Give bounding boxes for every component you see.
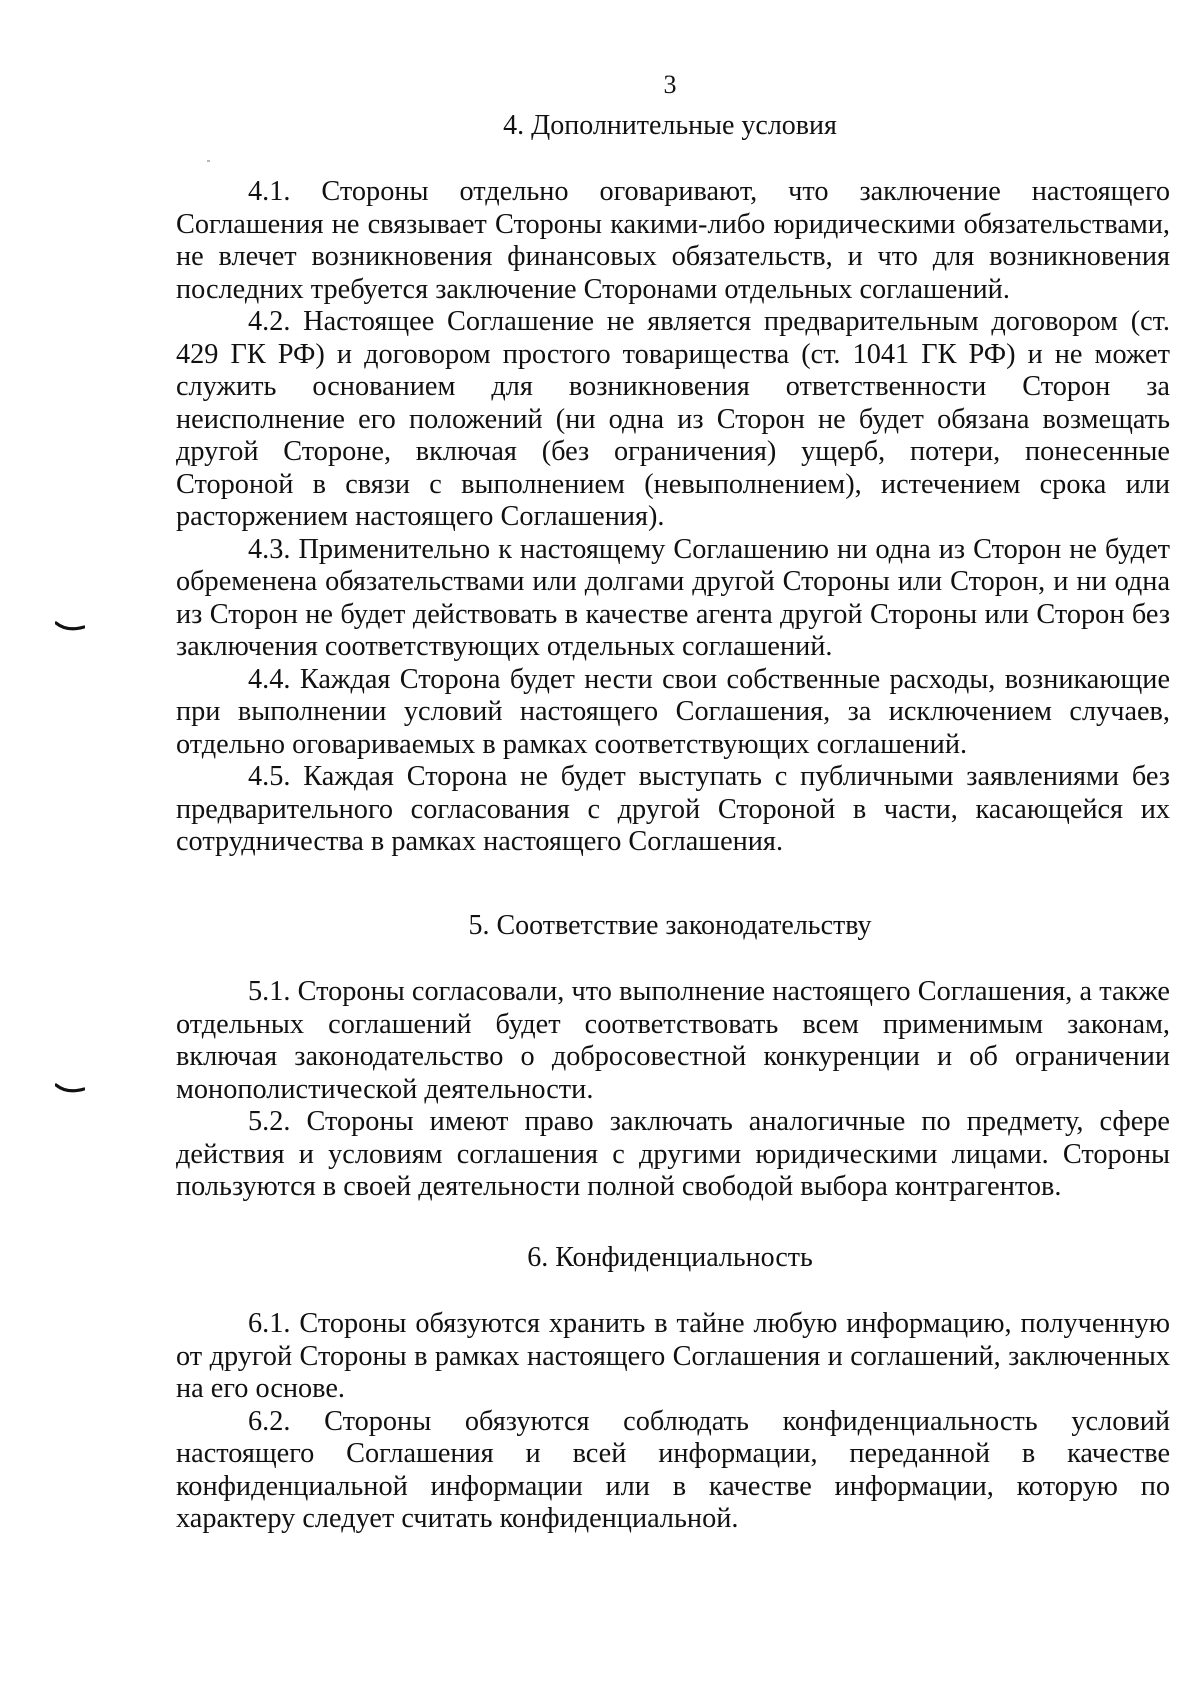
paragraph-4-1: 4.1. Стороны отдельно оговаривают, что заключение настоящего Соглашения не связывает Стороны какими-либо юридическими обязательствами, не влечет возникновения финансовых обязательств, и что для возникновения последних требуется заключение Сторонами отдельных соглашений. bbox=[176, 176, 1170, 305]
paragraph-5-1: 5.1. Стороны согласовали, что выполнение настоящего Соглашения, а также отдельных соглашений будет соответствовать всем применимым законам, включая законодательство о добросовестной конкуренции и об ограничении монополистической деятельности. bbox=[176, 976, 1170, 1105]
section-body-4 bbox=[176, 176, 1170, 859]
page-number: 3 bbox=[663, 70, 677, 99]
paragraph-6-2: 6.2. Стороны обязуются соблюдать конфиденциальность условий настоящего Соглашения и всей информации, переданной в качестве конфиденциальной информации или в качестве информации, которую по характеру следует считать конфиденциальной. bbox=[176, 1405, 1170, 1534]
section-heading-6: 6. Конфиденциальность bbox=[527, 1242, 813, 1273]
section-heading-5: 5. Соответствие законодательству bbox=[468, 910, 872, 941]
punch-mark-lower bbox=[55, 1083, 85, 1095]
scan-speck bbox=[207, 160, 210, 162]
paragraph-4-3: 4.3. Применительно к настоящему Соглашению ни одна из Сторон не будет обременена обязательствами или долгами другой Стороны или Сторон, и ни одна из Сторон не будет действовать в качестве агента другой Стороны или Сторон без заключения соответствующих отдельных соглашений. bbox=[176, 533, 1170, 662]
paragraph-4-4: 4.4. Каждая Сторона будет нести свои собственные расходы, возникающие при выполнении условий настоящего Соглашения, за исключением случаев, отдельно оговариваемых в рамках соответствующих соглашений. bbox=[176, 663, 1170, 760]
paragraph-4-5: 4.5. Каждая Сторона не будет выступать с публичными заявлениями без предварительного согласования с другой Стороной в части, касающейся их сотрудничества в рамках настоящего Соглашения. bbox=[176, 761, 1170, 857]
punch-mark-upper bbox=[55, 621, 85, 633]
paragraph-5-2: 5.2. Стороны имеют право заключать аналогичные по предмету, сфере действия и условиям соглашения с другими юридическими лицами. Стороны пользуются в своей деятельности полной свободой выбора контрагентов. bbox=[176, 1106, 1170, 1202]
section-body-6 bbox=[176, 1308, 1170, 1536]
section-heading-4: 4. Дополнительные условия bbox=[503, 110, 837, 141]
section-body-5 bbox=[176, 976, 1170, 1204]
paragraph-4-2: 4.2. Настоящее Соглашение не является предварительным договором (ст. 429 ГК РФ) и договором простого товарищества (ст. 1041 ГК РФ) и не может служить основанием для возникновения ответственности Сторон за неисполнение его положений (ни одна из Сторон не будет обязана возмещать другой Стороне, включая (без ограничения) ущерб, потери, понесенные Стороной в связи с выполнением (невыполнением), истечением срока или расторжением настоящего Соглашения). bbox=[176, 306, 1170, 532]
paragraph-6-1: 6.1. Стороны обязуются хранить в тайне любую информацию, полученную от другой Стороны в рамках настоящего Соглашения и соглашений, заключенных на его основе. bbox=[176, 1308, 1170, 1404]
